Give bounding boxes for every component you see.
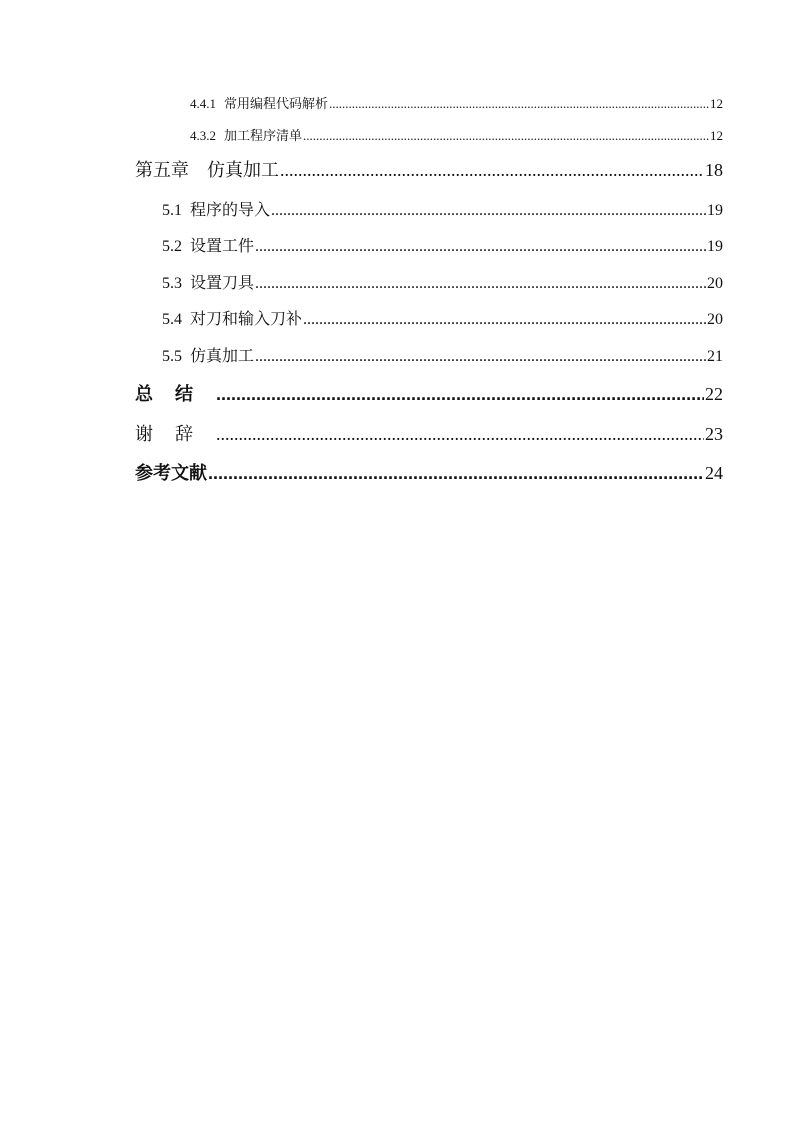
toc-entry-acknowledgements[interactable] (135, 420, 723, 446)
toc-number: 5.5 (162, 348, 182, 365)
toc-title: 程序的导入 (190, 202, 271, 219)
toc-title: 谢辞 (135, 424, 215, 444)
toc-leader-dots (255, 348, 706, 366)
toc-title: 设置刀具 (190, 275, 255, 292)
toc-number: 5.2 (162, 238, 182, 255)
toc-number: 5.1 (162, 202, 182, 219)
toc-page-number: 20 (707, 311, 723, 328)
toc-entry-chapter-5[interactable] (135, 156, 723, 182)
toc-leader-dots (216, 424, 704, 445)
toc-page-number: 20 (707, 275, 723, 292)
toc-number: 5.3 (162, 275, 182, 292)
toc-leader-dots (271, 202, 706, 220)
toc-title: 参考文献 (135, 463, 207, 483)
toc-entry-references[interactable] (135, 459, 723, 485)
toc-title: 总结 (135, 384, 215, 404)
toc-leader-dots (216, 384, 704, 405)
toc-entry-5-4[interactable] (162, 306, 723, 329)
toc-entry-4-4-1[interactable] (190, 93, 723, 112)
toc-page-number: 19 (707, 202, 723, 219)
toc-leader-dots (255, 238, 706, 256)
toc-entry-5-2[interactable] (162, 233, 723, 256)
toc-title: 仿真加工 (207, 160, 279, 180)
toc-number: 4.3.2 (190, 128, 216, 143)
toc-title: 仿真加工 (190, 348, 255, 365)
toc-leader-dots (208, 463, 704, 484)
toc-leader-dots (303, 128, 709, 144)
toc-title: 加工程序清单 (224, 128, 303, 143)
toc-page-number: 19 (707, 238, 723, 255)
toc-number: 第五章 (135, 160, 189, 180)
toc-page-number: 22 (705, 384, 723, 404)
toc-entry-summary[interactable] (135, 380, 723, 406)
toc-leader-dots (255, 275, 706, 293)
toc-entry-5-3[interactable] (162, 270, 723, 293)
toc-entry-4-3-2[interactable] (190, 125, 723, 144)
toc-page-number: 23 (705, 424, 723, 444)
toc-number: 4.4.1 (190, 96, 216, 111)
toc-page-number: 24 (705, 463, 723, 483)
toc-title: 设置工件 (190, 238, 255, 255)
toc-title: 常用编程代码解析 (224, 96, 329, 111)
toc-page-number: 18 (705, 160, 723, 180)
toc-title: 对刀和输入刀补 (190, 311, 303, 328)
toc-page-number: 12 (710, 128, 723, 143)
toc-leader-dots (329, 96, 709, 112)
toc-page-number: 12 (710, 96, 723, 111)
toc-leader-dots (303, 311, 706, 329)
toc-leader-dots (280, 160, 704, 181)
toc-entry-5-1[interactable] (162, 197, 723, 220)
toc-number: 5.4 (162, 311, 182, 328)
toc-entry-5-5[interactable] (162, 343, 723, 366)
toc-page-number: 21 (707, 348, 723, 365)
